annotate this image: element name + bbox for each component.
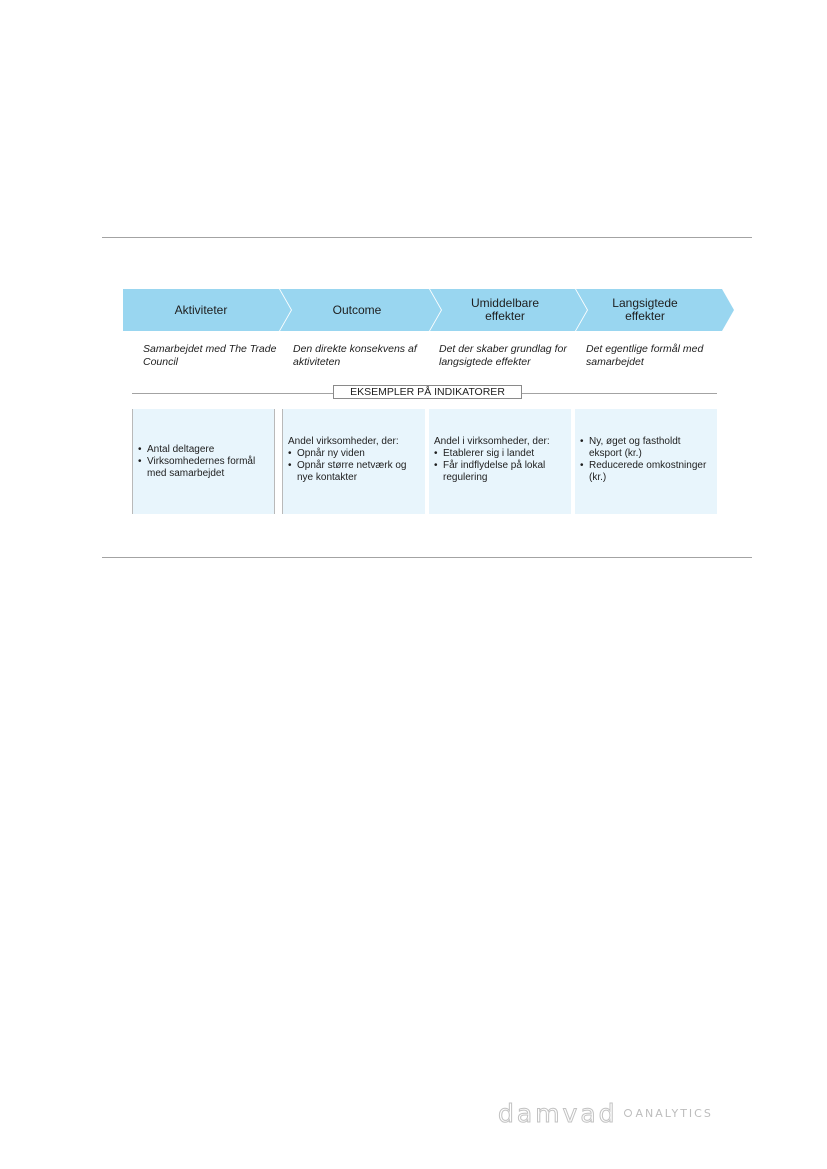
stage-label-aktiviteter: Aktiviteter	[174, 302, 228, 317]
stage-label-langsigtede: Langsigtede effekter	[612, 296, 678, 323]
stage-description-aktiviteter: Samarbejdet med The Trade Council	[143, 343, 277, 368]
process-chevron-arrow	[0, 0, 827, 400]
stage-description-outcome: Den direkte konsekvens af aktiviteten	[293, 343, 417, 368]
bottom-rule	[102, 557, 752, 558]
stage-description-langsigtede: Det egentlige formål med samarbejdet	[586, 343, 704, 368]
indicator-item: • Virksomhedernes formål med samarbejdet	[138, 456, 269, 480]
stage-label-outcome: Outcome	[332, 302, 382, 317]
logo-circle-icon	[624, 1109, 632, 1117]
indicator-item: • Opnår ny viden	[288, 448, 420, 460]
indicator-item: • Ny, øget og fastholdt eksport (kr.)	[580, 436, 712, 460]
stage-description-umiddelbare: Det der skaber grundlag for langsigtede effekter	[439, 343, 567, 368]
indicator-intro: Andel virksomheder, der:	[288, 436, 399, 447]
indicator-intro: Andel i virksomheder, der:	[434, 436, 550, 447]
logo-subtitle: ANALYTICS	[635, 1106, 713, 1120]
indicator-item: • Får indflydelse på lokal regulering	[434, 460, 566, 484]
damvad-analytics-logo	[498, 1098, 713, 1128]
indicator-item: • Antal deltagere	[138, 444, 269, 456]
indicator-box-aktiviteter	[132, 409, 275, 514]
indicator-box-umiddelbare	[429, 409, 571, 514]
logo-wordmark: damvad	[498, 1098, 618, 1128]
indicator-item: • Reducerede omkostninger (kr.)	[580, 460, 712, 484]
stage-label-umiddelbare: Umiddelbare effekter	[470, 296, 540, 323]
indicator-box-outcome	[282, 409, 425, 514]
indicator-item: • Opnår større netværk og nye kontakter	[288, 460, 420, 484]
indicator-item: • Etablerer sig i landet	[434, 448, 566, 460]
examples-heading: EKSEMPLER PÅ INDIKATORER	[333, 385, 522, 399]
indicator-box-langsigtede	[575, 409, 717, 514]
